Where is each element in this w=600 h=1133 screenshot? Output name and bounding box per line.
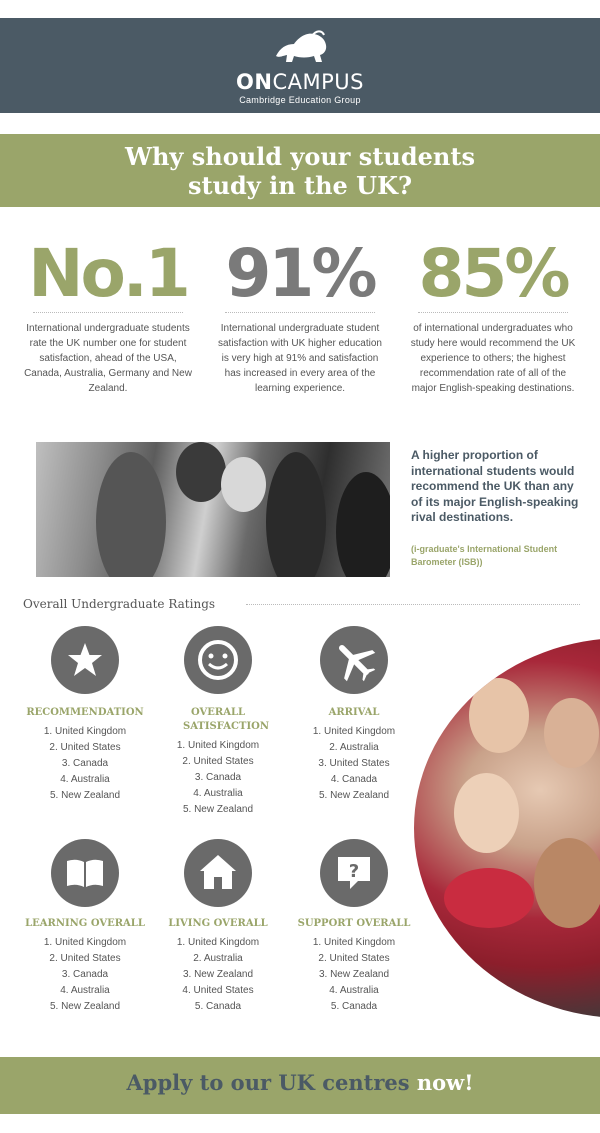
- rating-recommendation: [20, 706, 150, 804]
- rank-item: 1. United Kingdom: [176, 740, 260, 751]
- title-line-1: Why should your students: [125, 142, 475, 171]
- ratings-heading: Overall Undergraduate Ratings: [23, 597, 216, 611]
- students-photo: [36, 442, 390, 577]
- rank-item: 3. Canada: [61, 969, 109, 980]
- lion-icon: [272, 26, 330, 71]
- rating-title: SUPPORT OVERALL: [297, 918, 411, 929]
- rank-item: 1. United Kingdom: [43, 726, 127, 737]
- rank-item: 3. Canada: [61, 758, 109, 769]
- stat-value: No.1: [28, 235, 188, 312]
- rank-item: 5. Canada: [194, 1001, 242, 1012]
- rank-item: 1. United Kingdom: [176, 937, 260, 948]
- title-line-2: study in the UK?: [187, 171, 413, 200]
- rank-item: 4. Australia: [329, 985, 379, 996]
- stat-85: [408, 235, 578, 396]
- rank-item: 5. New Zealand: [318, 790, 390, 801]
- students-lecture-photo: [414, 638, 600, 1018]
- rank-item: 3. New Zealand: [182, 969, 254, 980]
- rating-list: [20, 724, 150, 804]
- svg-text:?: ?: [348, 861, 360, 882]
- brand-subtitle: Cambridge Education Group: [239, 95, 361, 105]
- rating-learning-overall: [20, 917, 150, 1015]
- rating-title: ARRIVAL: [328, 707, 380, 718]
- apply-banner[interactable]: [0, 1057, 600, 1114]
- rating-list: [153, 935, 283, 1015]
- rank-item: 2. Australia: [329, 742, 379, 753]
- rating-living-overall: [153, 917, 283, 1015]
- ratings-divider: [246, 604, 580, 605]
- rating-title: OVERALL SATISFACTION: [183, 707, 269, 732]
- quote-text: A higher proportion of international students would recommend the UK than any of its major English-speaking rival destinations.: [411, 448, 579, 524]
- stat-divider: [418, 312, 568, 313]
- rank-item: 1. United Kingdom: [312, 937, 396, 948]
- rank-item: 4. Canada: [330, 774, 378, 785]
- stat-divider: [225, 312, 375, 313]
- rank-item: 3. New Zealand: [318, 969, 390, 980]
- apply-now: now!: [416, 1070, 474, 1095]
- rank-item: 1. United Kingdom: [312, 726, 396, 737]
- rating-support-overall: [289, 917, 419, 1015]
- rank-item: 4. Australia: [60, 985, 110, 996]
- rank-item: 3. United States: [318, 758, 390, 769]
- brand-on: ON: [236, 70, 273, 94]
- brand-campus: CAMPUS: [272, 70, 364, 94]
- rank-item: 2. United States: [318, 953, 390, 964]
- stat-value: 85%: [418, 235, 568, 312]
- rank-item: 5. New Zealand: [49, 1001, 121, 1012]
- stat-divider: [33, 312, 183, 313]
- rank-item: 4. United States: [182, 985, 254, 996]
- rating-title: RECOMMENDATION: [26, 707, 144, 718]
- stat-description: of international undergraduates who study here would recommend the UK experience to others; the highest recommendation rate of all of the major English-speaking destinations.: [410, 323, 576, 394]
- rating-overall-satisfaction: [153, 706, 283, 818]
- apply-cta[interactable]: [0, 1070, 600, 1095]
- stat-description: International undergraduate student satisfaction with UK higher education is very high at 91% and satisfaction has increased in every area of the learning experience.: [218, 323, 382, 394]
- page-title: [0, 142, 600, 200]
- rating-list: [20, 935, 150, 1015]
- header-banner: [0, 18, 600, 113]
- stat-no1: [23, 235, 193, 396]
- rank-item: 5. New Zealand: [49, 790, 121, 801]
- stat-description: International undergraduate students rate the UK number one for student satisfaction, ahead of the USA, Canada, Australia, Germany and New Zealand.: [24, 323, 192, 394]
- rating-arrival: [289, 706, 419, 804]
- house-icon: [184, 839, 252, 907]
- apply-text: Apply to our UK centres: [126, 1070, 410, 1095]
- title-band: [0, 134, 600, 207]
- rank-item: 4. Australia: [60, 774, 110, 785]
- rank-item: 5. New Zealand: [182, 804, 254, 815]
- question-icon: [320, 839, 388, 907]
- rank-item: 4. Australia: [193, 788, 243, 799]
- airplane-icon: [320, 626, 388, 694]
- rank-item: 3. Canada: [194, 772, 242, 783]
- rank-item: 1. United Kingdom: [43, 937, 127, 948]
- stat-value: 91%: [225, 235, 375, 312]
- rank-item: 2. United States: [182, 756, 254, 767]
- rank-item: 2. United States: [49, 953, 121, 964]
- quote-source: (i-graduate's International Student Barometer (ISB)): [411, 544, 558, 567]
- book-icon: [51, 839, 119, 907]
- rating-list: [153, 738, 283, 818]
- rating-list: [289, 935, 419, 1015]
- rank-item: 2. Australia: [193, 953, 243, 964]
- rank-item: 5. Canada: [330, 1001, 378, 1012]
- rating-list: [289, 724, 419, 804]
- smiley-icon: [184, 626, 252, 694]
- rank-item: 2. United States: [49, 742, 121, 753]
- star-icon: [51, 626, 119, 694]
- rating-title: LIVING OVERALL: [168, 918, 268, 929]
- stat-91: [215, 235, 385, 396]
- rating-title: LEARNING OVERALL: [25, 918, 145, 929]
- brand-name[interactable]: [0, 70, 600, 94]
